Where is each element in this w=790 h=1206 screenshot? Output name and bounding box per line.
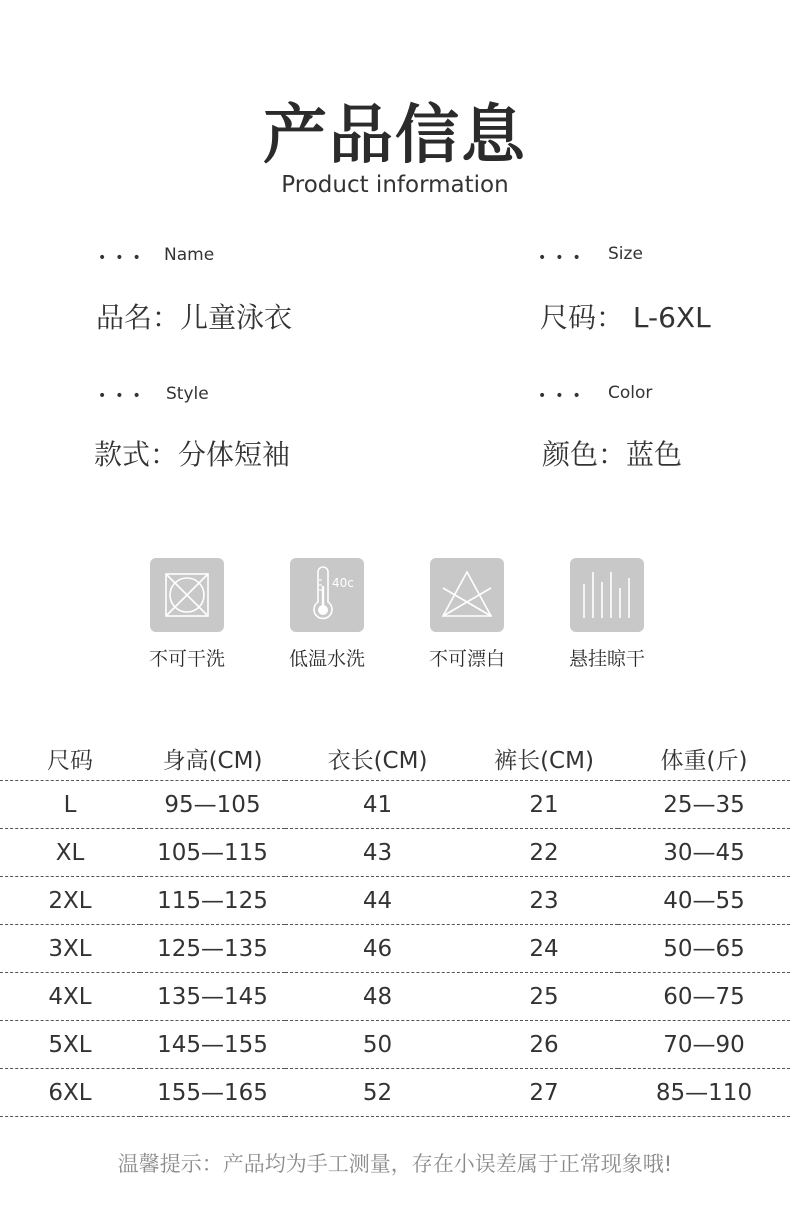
color-value: 颜色：蓝色 (542, 438, 683, 471)
temperature-text: 40c (332, 576, 354, 590)
table-cell: L (63, 791, 77, 818)
table-body (0, 781, 790, 1117)
table-cell: 50—65 (663, 935, 745, 962)
table-header: 体重(斤) (660, 747, 748, 774)
measurement-note: 温馨提示：产品均为手工测量，存在小误差属于正常现象哦! (117, 1152, 673, 1176)
table-cell: 23 (529, 887, 559, 914)
bullet-dots: ••• (98, 388, 150, 404)
care-label: 低温水洗 (288, 648, 365, 670)
thermometer-40c-icon (290, 558, 364, 632)
table-cell: 4XL (48, 983, 92, 1010)
table-cell: 60—75 (663, 983, 745, 1010)
size-chart-table (0, 736, 790, 1117)
name-label: Name (164, 245, 215, 265)
table-cell: 70—90 (663, 1031, 745, 1058)
table-cell: 30—45 (663, 839, 745, 866)
table-row (0, 829, 790, 877)
table-cell: 3XL (48, 935, 92, 962)
table-cell: 85—110 (655, 1079, 753, 1106)
style-value: 款式：分体短袖 (94, 438, 291, 471)
table-cell: 52 (362, 1079, 393, 1106)
table-cell: 125—135 (157, 935, 268, 962)
table-cell: 50 (362, 1031, 393, 1058)
name-value: 品名：儿童泳衣 (96, 301, 293, 334)
table-cell: 27 (529, 1079, 559, 1106)
care-label: 不可漂白 (428, 648, 505, 670)
table-cell: 105—115 (157, 839, 268, 866)
table-cell: XL (55, 839, 85, 866)
care-label: 不可干洗 (148, 648, 225, 670)
care-label: 悬挂晾干 (568, 648, 645, 670)
bullet-dots: ••• (538, 388, 590, 404)
table-cell: 21 (529, 791, 559, 818)
table-cell: 145—155 (157, 1031, 268, 1058)
care-item-low-temp-wash (267, 558, 387, 672)
table-cell: 22 (529, 839, 559, 866)
table-header: 身高(CM) (162, 747, 263, 774)
no-dry-clean-icon (150, 558, 224, 632)
table-row (0, 925, 790, 973)
table-cell: 2XL (48, 887, 92, 914)
table-row (0, 973, 790, 1021)
line-dry-icon (570, 558, 644, 632)
table-cell: 5XL (48, 1031, 92, 1058)
care-item-no-dry-clean (127, 558, 247, 672)
table-cell: 41 (362, 791, 393, 818)
table-cell: 95—105 (164, 791, 261, 818)
page-subtitle: Product information (281, 172, 509, 198)
table-cell: 48 (362, 983, 393, 1010)
table-cell: 24 (529, 935, 559, 962)
table-cell: 115—125 (157, 887, 268, 914)
table-cell: 25 (529, 983, 559, 1010)
no-bleach-icon (430, 558, 504, 632)
table-row (0, 877, 790, 925)
table-cell: 46 (362, 935, 393, 962)
table-cell: 155—165 (157, 1079, 268, 1106)
table-cell: 44 (362, 887, 393, 914)
table-header: 裤长(CM) (494, 747, 594, 774)
color-label: Color (608, 383, 653, 403)
care-item-no-bleach (407, 558, 527, 672)
table-row (0, 1021, 790, 1069)
table-cell: 135—145 (157, 983, 268, 1010)
table-cell: 26 (529, 1031, 559, 1058)
bullet-dots: ••• (98, 250, 150, 266)
table-cell: 40—55 (663, 887, 745, 914)
care-item-line-dry (547, 558, 667, 672)
table-cell: 25—35 (663, 791, 745, 818)
table-header-row (0, 736, 790, 781)
size-value: 尺码： L-6XL (540, 301, 711, 334)
size-label: Size (608, 244, 643, 264)
style-label: Style (166, 384, 209, 404)
table-header: 尺码 (47, 747, 93, 774)
table-row (0, 781, 790, 829)
bullet-dots: ••• (538, 250, 590, 266)
table-cell: 43 (362, 839, 393, 866)
table-cell: 6XL (48, 1079, 92, 1106)
table-header: 衣长(CM) (327, 747, 428, 774)
table-row (0, 1069, 790, 1117)
page-title: 产品信息 (263, 99, 527, 173)
